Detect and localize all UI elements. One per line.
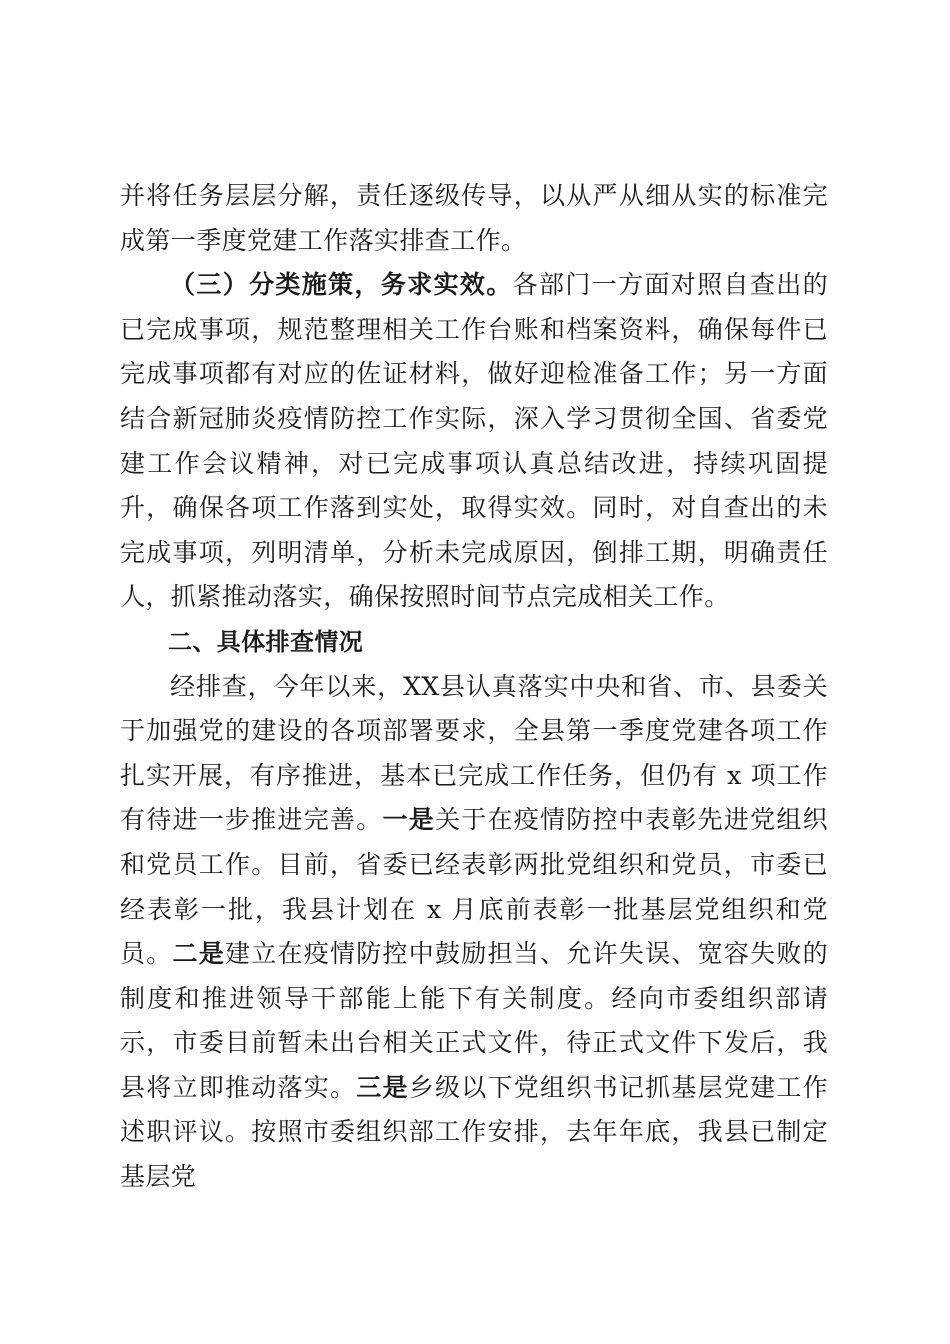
- paragraph-section-three: [120, 263, 828, 620]
- section-three-body: 各部门一方面对照自查出的已完成事项，规范整理相关工作台账和档案资料，确保每件已完成事项都有对应的佐证材料，做好迎检准备工作；另一方面结合新冠肺炎疫情防控工作实际，深入学习贯彻全国、省委党建工作会议精神，对已完成事项认真总结改进，持续巩固提升，确保各项工作落到实处，取得实效。同时，对自查出的未完成事项，列明清单，分析未完成原因，倒排工期，明确责任人，抓紧推动落实，确保按照时间节点完成相关工作。: [120, 270, 828, 612]
- results-intro: 经排查，今年以来，XX县认真落实中央和省、市、县委关于加强党的建设的各项部署要求，全县第一季度党建各项工作扎实开展，有序推进，基本已完成工作任务，但仍有 x 项工作有待进一步推进完善。: [120, 671, 828, 835]
- paragraph-continuation: [120, 174, 828, 263]
- item-one-text: 关于在疫情防控中表彰先进党组织和党员工作。目前，省委已经表彰两批党组织和党员，市委已经表彰一批，我县计划在 x 月底前表彰一批基层党组织和党员。: [120, 805, 828, 969]
- section-heading-two: [120, 620, 828, 665]
- paragraph-text: 并将任务层层分解，责任逐级传导，以从严从细从实的标准完成第一季度党建工作落实排查工作。: [120, 181, 828, 255]
- item-two-text: 建立在疫情防控中鼓励担当、允许失误、宽容失败的制度和推进领导干部能上能下有关制度。经向市委组织部请示，市委目前暂未出台相关正式文件，待正式文件下发后，我县将立即推动落实。: [120, 939, 828, 1102]
- document-body: [120, 174, 828, 1200]
- section-three-lead: （三）分类施策，务求实效。: [170, 270, 513, 300]
- section-heading-text: 二、具体排查情况: [168, 627, 364, 656]
- item-marker-three: 三是: [356, 1072, 409, 1102]
- item-three-text: 乡级以下党组织书记抓基层党建工作述职评议。按照市委组织部工作安排，去年年底，我县已制定基层党: [120, 1072, 828, 1192]
- item-marker-one: 一是: [382, 805, 436, 835]
- paragraph-inspection-results: [120, 665, 828, 1200]
- item-marker-two: 二是: [172, 939, 226, 969]
